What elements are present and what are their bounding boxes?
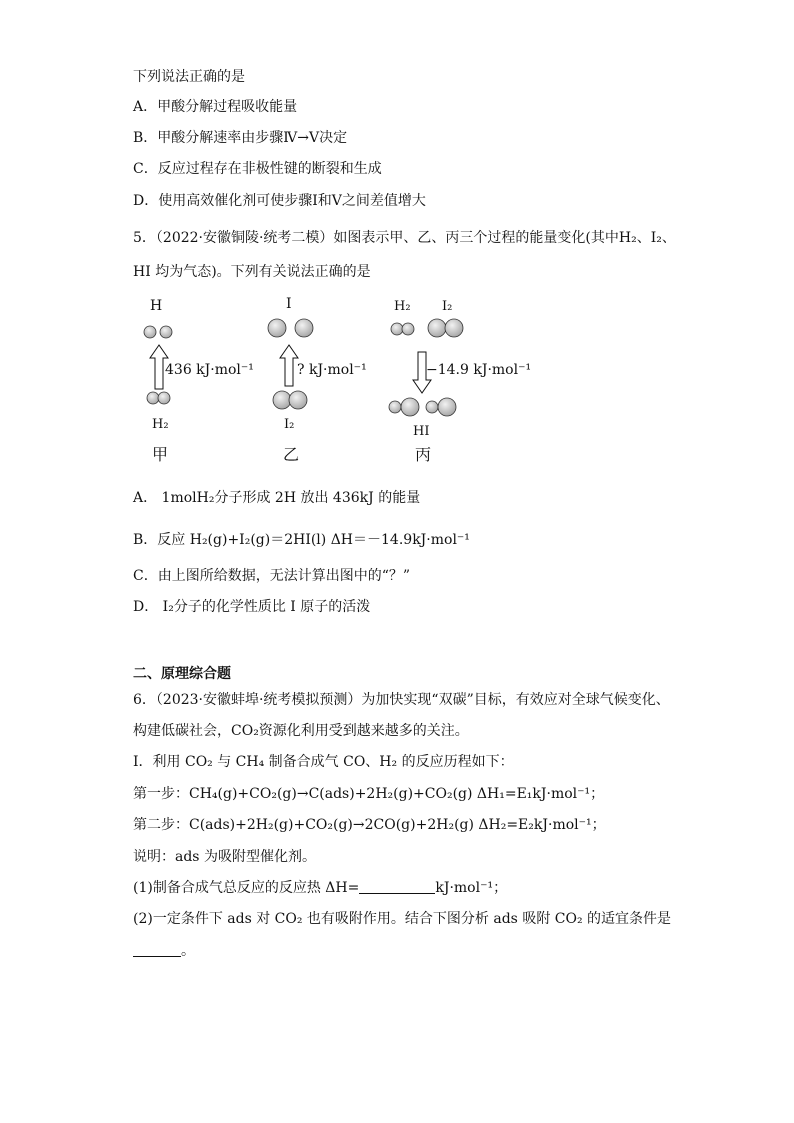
hi-i-atom-2 [438, 398, 456, 416]
yi-name: 乙 [283, 445, 300, 464]
hi-h-atom-1 [389, 401, 401, 413]
q6-step2: 第二步：C(ads)+2H₂(g)+CO₂(g)→2CO(g)+2H₂(g) ΔH₂=E₂kJ·mol⁻¹； [133, 817, 606, 833]
q6-note: 说明：ads 为吸附型催化剂。 [133, 849, 316, 865]
q6-stem-line2: 构建低碳社会，CO₂资源化利用受到越来越多的关注。 [133, 723, 469, 739]
i-atom-1 [268, 319, 286, 337]
q5-option-c: C．由上图所给数据，无法计算出图中的“？” [133, 568, 411, 584]
q4-option-b: B．甲酸分解速率由步骤Ⅳ→Ⅴ决定 [133, 130, 348, 146]
q6-sub1 [133, 878, 507, 898]
q4-option-a: A．甲酸分解过程吸收能量 [133, 99, 298, 115]
h2-reactant-atom-2 [402, 323, 414, 335]
jia-top-label: H [150, 298, 163, 314]
h2-atom-2 [158, 392, 170, 404]
q4-option-d: D．使用高效催化剂可使步骤Ⅰ和Ⅴ之间差值增大 [133, 193, 426, 209]
h-atom-1 [144, 326, 156, 338]
bing-top-label-i2: I₂ [442, 299, 453, 314]
jia-bottom-label: H₂ [152, 417, 169, 432]
q6-stem-line1: 6．（2023·安徽蚌埠·统考模拟预测）为加快实现“双碳”目标，有效应对全球气候变化、 [133, 692, 670, 708]
q5-option-a: A． 1molH₂分子形成 2H 放出 436kJ 的能量 [133, 490, 421, 506]
h-atom-2 [160, 326, 172, 338]
i-atom-2 [295, 319, 313, 337]
jia-name: 甲 [152, 445, 169, 464]
q6-sub2: (2)一定条件下 ads 对 CO₂ 也有吸附作用。结合下图分析 ads 吸附 CO₂ 的适宜条件是 [133, 911, 672, 927]
q6-sub1-text: (1)制备合成气总反应的反应热 ΔH= [133, 880, 360, 896]
q5-option-d: D． I₂分子的化学性质比 I 原子的活泼 [133, 599, 371, 615]
yi-top-label: I [286, 296, 292, 312]
answer-blank-1[interactable] [359, 879, 435, 894]
q4-option-c: C．反应过程存在非极性键的断裂和生成 [133, 161, 382, 177]
q5-stem-line1: 5．（2022·安徽铜陵·统考二模）如图表示甲、乙、丙三个过程的能量变化(其中H₂、I₂、 [133, 230, 676, 246]
bing-top-label-h2: H₂ [394, 299, 411, 314]
hi-h-atom-2 [426, 401, 438, 413]
yi-bottom-label: I₂ [284, 417, 295, 432]
i2-atom-2 [289, 391, 307, 409]
i2-reactant-atom-1 [428, 319, 446, 337]
q6-sub2-end: 。 [181, 943, 195, 959]
h2-atom-1 [147, 392, 159, 404]
q5-stem-line2: HI 均为气态)。下列有关说法正确的是 [133, 264, 371, 280]
q6-sub1-unit: kJ·mol⁻¹； [435, 880, 508, 896]
jia-energy: 436 kJ·mol⁻¹ [165, 362, 254, 378]
i2-atom-1 [273, 391, 291, 409]
q6-step1: 第一步：CH₄(g)+CO₂(g)→C(ads)+2H₂(g)+CO₂(g) ΔH₁=E₁kJ·mol⁻¹； [133, 786, 605, 802]
bing-energy: −14.9 kJ·mol⁻¹ [426, 362, 532, 378]
q6-sub2-answer [133, 941, 195, 961]
hi-i-atom-1 [401, 398, 419, 416]
yi-energy: ? kJ·mol⁻¹ [297, 362, 367, 378]
h2-reactant-atom-1 [391, 323, 403, 335]
answer-blank-2[interactable] [133, 942, 181, 957]
bing-bottom-label: HI [413, 424, 430, 439]
q4-stem: 下列说法正确的是 [133, 69, 245, 85]
q5-option-b: B．反应 H₂(g)+I₂(g)＝2HI(l) ΔH＝－14.9kJ·mol⁻¹ [133, 532, 470, 548]
q6-part-i: I．利用 CO₂ 与 CH₄ 制备合成气 CO、H₂ 的反应历程如下： [133, 754, 514, 770]
bing-name: 丙 [415, 445, 432, 464]
section-heading: 二、原理综合题 [133, 666, 231, 682]
energy-diagram [138, 292, 538, 472]
up-arrow-yi [280, 345, 298, 386]
i2-reactant-atom-2 [445, 319, 463, 337]
